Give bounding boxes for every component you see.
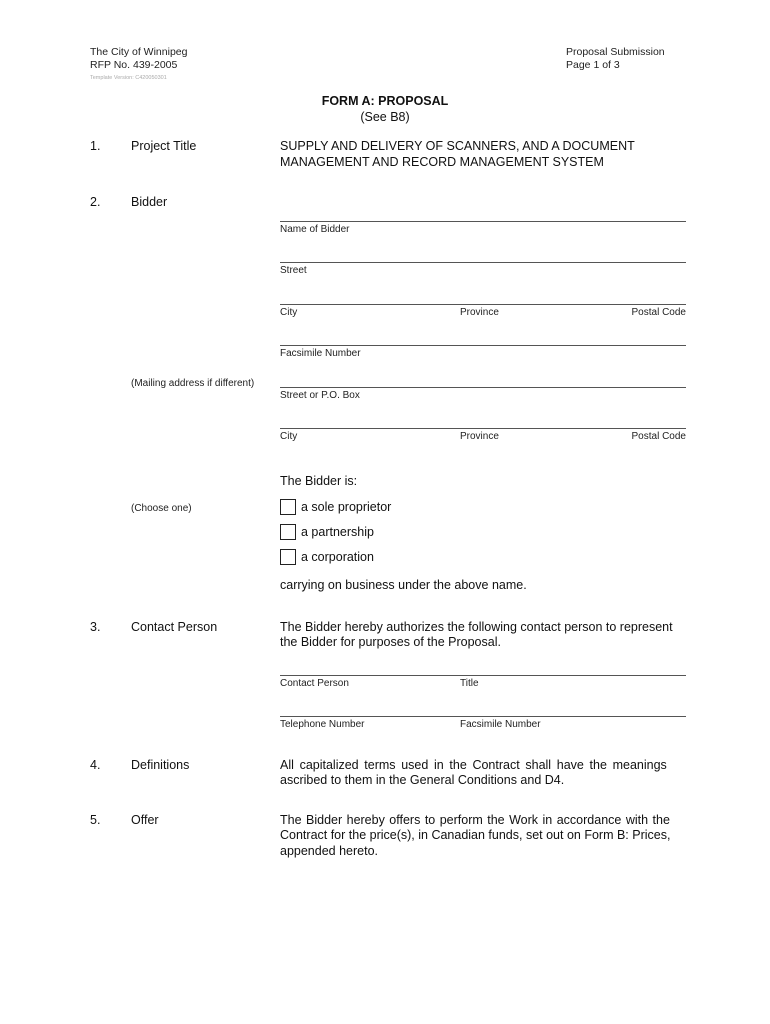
contact-title-label: Title: [460, 678, 479, 689]
contact-name-line[interactable]: [280, 675, 686, 676]
sole-proprietor-label: a sole proprietor: [301, 500, 392, 514]
form-subtitle: (See B8): [360, 110, 410, 124]
header-rfp: RFP No. 439-2005: [90, 59, 178, 71]
contact-phone-label: Telephone Number: [280, 719, 365, 730]
corporation-label: a corporation: [301, 550, 374, 564]
bidder-fax-label: Facsimile Number: [280, 348, 361, 359]
section-3-label: Contact Person: [131, 620, 218, 634]
sole-proprietor-checkbox[interactable]: [280, 499, 296, 515]
project-title-line-2: MANAGEMENT AND RECORD MANAGEMENT SYSTEM: [280, 155, 604, 169]
bidder-name-label: Name of Bidder: [280, 224, 350, 235]
definitions-text-line-2: ascribed to them in the General Conditions and D4.: [280, 773, 565, 787]
section-4-label: Definitions: [131, 758, 190, 772]
header-doc-type: Proposal Submission: [566, 46, 665, 58]
contact-fax-label: Facsimile Number: [460, 719, 541, 730]
bidder-postal-code-label: Postal Code: [631, 307, 686, 318]
contact-person-label: Contact Person: [280, 678, 349, 689]
mailing-street-line[interactable]: [280, 387, 686, 388]
choose-one-note: (Choose one): [131, 503, 192, 514]
mailing-postal-code-label: Postal Code: [631, 431, 686, 442]
section-5-label: Offer: [131, 813, 159, 827]
offer-text-line-2: Contract for the price(s), in Canadian funds, set out on Form B: Prices,: [280, 828, 671, 842]
bidder-fax-line[interactable]: [280, 345, 686, 346]
bidder-street-label: Street: [280, 265, 307, 276]
header-template-version: Template Version: C420050301: [90, 75, 167, 81]
offer-text-line-1: The Bidder hereby offers to perform the Work in accordance with the: [280, 813, 670, 827]
contact-person-text-line-2: the Bidder for purposes of the Proposal.: [280, 635, 501, 649]
mailing-street-label: Street or P.O. Box: [280, 390, 360, 401]
partnership-label: a partnership: [301, 525, 374, 539]
bidder-city-line[interactable]: [280, 304, 686, 305]
form-title: FORM A: PROPOSAL: [321, 94, 449, 108]
mailing-province-label: Province: [460, 431, 499, 442]
project-title-line-1: SUPPLY AND DELIVERY OF SCANNERS, AND A DOCUMENT: [280, 139, 635, 153]
bidder-is-heading: The Bidder is:: [280, 474, 358, 488]
header-org: The City of Winnipeg: [90, 46, 188, 58]
offer-text-line-3: appended hereto.: [280, 844, 379, 858]
section-1-number: 1.: [90, 139, 101, 153]
partnership-checkbox[interactable]: [280, 524, 296, 540]
mailing-city-line[interactable]: [280, 428, 686, 429]
section-2-number: 2.: [90, 195, 101, 209]
section-3-number: 3.: [90, 620, 101, 634]
section-1-label: Project Title: [131, 139, 197, 153]
bidder-city-label: City: [280, 307, 298, 318]
bidder-street-line[interactable]: [280, 262, 686, 263]
contact-person-text-line-1: The Bidder hereby authorizes the following contact person to represent: [280, 620, 673, 634]
mailing-city-label: City: [280, 431, 298, 442]
section-2-label: Bidder: [131, 195, 168, 209]
mailing-address-note: (Mailing address if different): [131, 378, 255, 389]
corporation-checkbox[interactable]: [280, 549, 296, 565]
contact-phone-line[interactable]: [280, 716, 686, 717]
section-4-number: 4.: [90, 758, 101, 772]
bidder-province-label: Province: [460, 307, 499, 318]
section-5-number: 5.: [90, 813, 101, 827]
bidder-name-line[interactable]: [280, 221, 686, 222]
carrying-on-business-text: carrying on business under the above name.: [280, 578, 527, 592]
header-page-number: Page 1 of 3: [566, 59, 620, 71]
definitions-text-line-1: All capitalized terms used in the Contract shall have the meanings: [280, 758, 667, 772]
